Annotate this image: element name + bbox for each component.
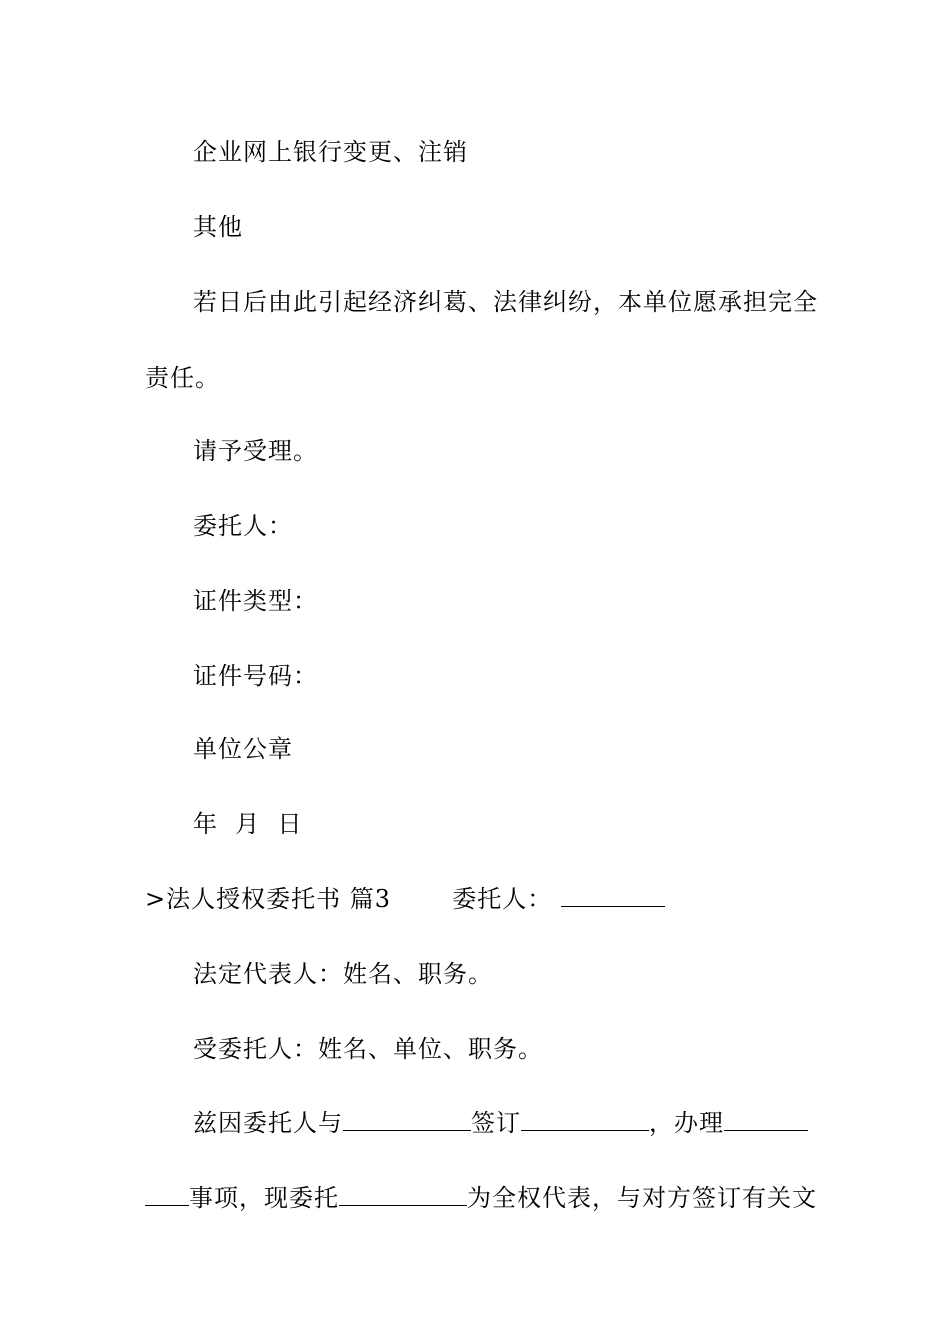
text-span: 签订 [471,1109,521,1137]
field-label-id-number: 证件号码： [193,662,318,690]
date-line: 年 月 日 [193,810,303,838]
blank-representative [339,1183,467,1206]
text-span: ，办理 [649,1109,724,1137]
paragraph-line [193,1108,808,1138]
text-line: 责任。 [145,364,220,392]
text-line: 其他 [193,213,243,241]
text-span: 为全权代表，与对方签订有关文 [467,1184,817,1212]
paragraph-line [145,1183,817,1213]
section-heading-line [145,884,665,914]
text-line: 若日后由此引起经济纠葛、法律纠纷，本单位愿承担完全 [193,288,818,316]
principal-label: 委托人： [452,885,553,913]
field-label-id-type: 证件类型： [193,587,318,615]
text-span: 事项，现委托 [189,1184,339,1212]
text-line: 法定代表人：姓名、职务。 [193,960,493,988]
field-label-principal: 委托人： [193,512,293,540]
field-label-company-seal: 单位公章 [193,735,293,763]
blank-party [343,1108,471,1131]
text-line: 请予受理。 [193,437,318,465]
blank-contract [521,1108,649,1131]
text-line: 受委托人：姓名、单位、职务。 [193,1035,543,1063]
principal-blank [561,884,665,907]
blank-matter-start [724,1108,808,1131]
section-heading: >法人授权委托书 篇3 [145,885,392,913]
text-span: 兹因委托人与 [193,1109,343,1137]
blank-matter-end [145,1183,189,1206]
text-line: 企业网上银行变更、注销 [193,138,468,166]
